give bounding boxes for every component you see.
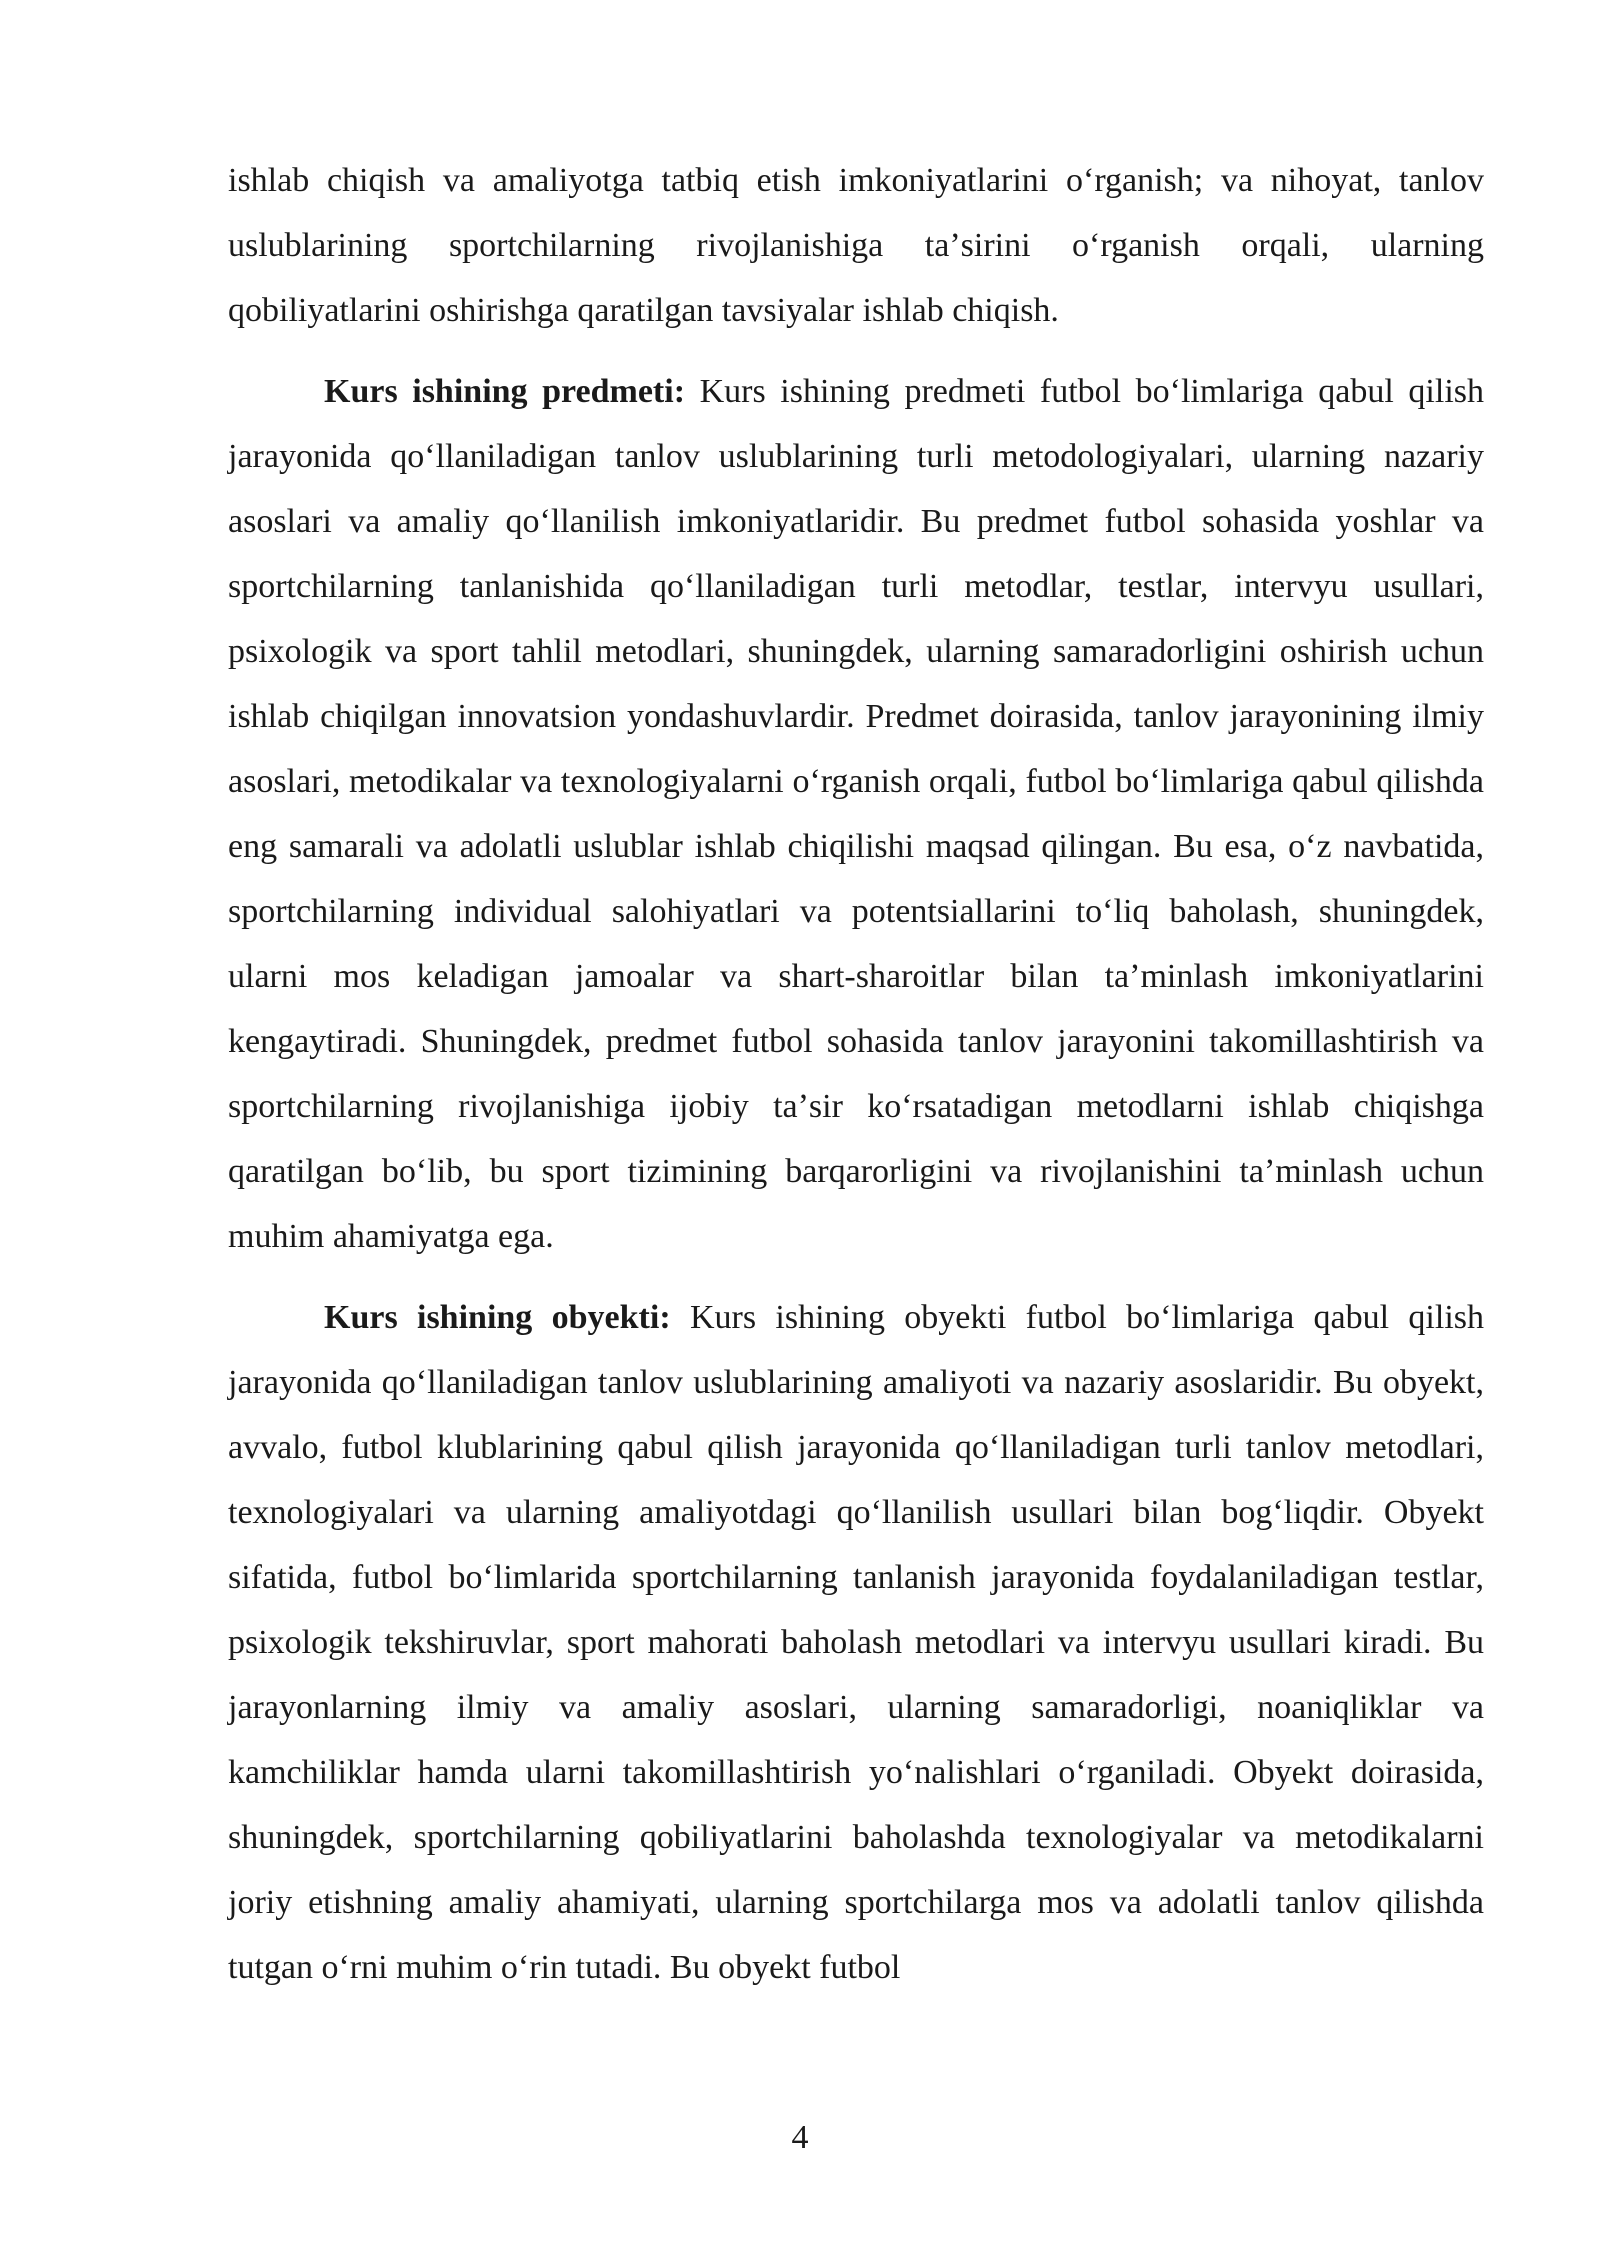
paragraph-subject [228, 359, 1484, 1269]
paragraph-continuation [228, 148, 1484, 343]
body-text [228, 148, 1484, 2016]
paragraph-object [228, 1285, 1484, 2000]
paragraph-text: ishlab chiqish va amaliyotga tatbiq etish imkoniyatlarini oʻrganish; va nihoyat, tanlov uslublarining sportchilarning rivojlanishiga taʼsirini oʻrganish orqali, ularning qobiliyatlarini oshirishga qaratilgan tavsiyalar ishlab chiqish. [228, 162, 1484, 329]
paragraph-text: Kurs ishining obyekti futbol boʻlimlariga qabul qilish jarayonida qoʻllaniladigan tanlov uslublarining amaliyoti va nazariy asoslaridir. Bu obyekt, avvalo, futbol klublarining qabul qilish jarayonida qoʻllaniladigan turli tanlov metodlari, texnologiyalari va ularning amaliyotdagi qoʻllanilish usullari bilan bogʻliqdir. Obyekt sifatida, futbol boʻlimlarida sportchilarning tanlanish jarayonida foydalaniladigan testlar, psixologik tekshiruvlar, sport mahorati baholash metodlari va intervyu usullari kiradi. Bu jarayonlarning ilmiy va amaliy asoslari, ularning samaradorligi, noaniqliklar va kamchiliklar hamda ularni takomillashtirish yoʻnalishlari oʻrganiladi. Obyekt doirasida, shuningdek, sportchilarning qobiliyatlarini baholashda texnologiyalar va metodikalarni joriy etishning amaliy ahamiyati, ularning sportchilarga mos va adolatli tanlov qilishda tutgan oʻrni muhim oʻrin tutadi. Bu obyekt futbol [228, 1299, 1484, 1986]
paragraph-heading: Kurs ishining obyekti: [324, 1299, 671, 1336]
paragraph-text: Kurs ishining predmeti futbol boʻlimlariga qabul qilish jarayonida qoʻllaniladigan tanlov uslublarining turli metodologiyalari, ularning nazariy asoslari va amaliy qoʻllanilish imkoniyatlaridir. Bu predmet futbol sohasida yoshlar va sportchilarning tanlanishida qoʻllaniladigan turli metodlar, testlar, intervyu usullari, psixologik va sport tahlil metodlari, shuningdek, ularning samaradorligini oshirish uchun ishlab chiqilgan innovatsion yondashuvlardir. Predmet doirasida, tanlov jarayonining ilmiy asoslari, metodikalar va texnologiyalarni oʻrganish orqali, futbol boʻlimlariga qabul qilishda eng samarali va adolatli uslublar ishlab chiqilishi maqsad qilingan. Bu esa, oʻz navbatida, sportchilarning individual salohiyatlari va potentsiallarini toʻliq baholash, shuningdek, ularni mos keladigan jamoalar va shart-sharoitlar bilan taʼminlash imkoniyatlarini kengaytiradi. Shuningdek, predmet futbol sohasida tanlov jarayonini takomillashtirish va sportchilarning rivojlanishiga ijobiy taʼsir koʻrsatadigan metodlarni ishlab chiqishga qaratilgan boʻlib, bu sport tizimining barqarorligini va rivojlanishini taʼminlash uchun muhim ahamiyatga ega. [228, 373, 1484, 1255]
page-number: 4 [791, 2119, 809, 2156]
paragraph-heading: Kurs ishining predmeti: [324, 373, 686, 410]
